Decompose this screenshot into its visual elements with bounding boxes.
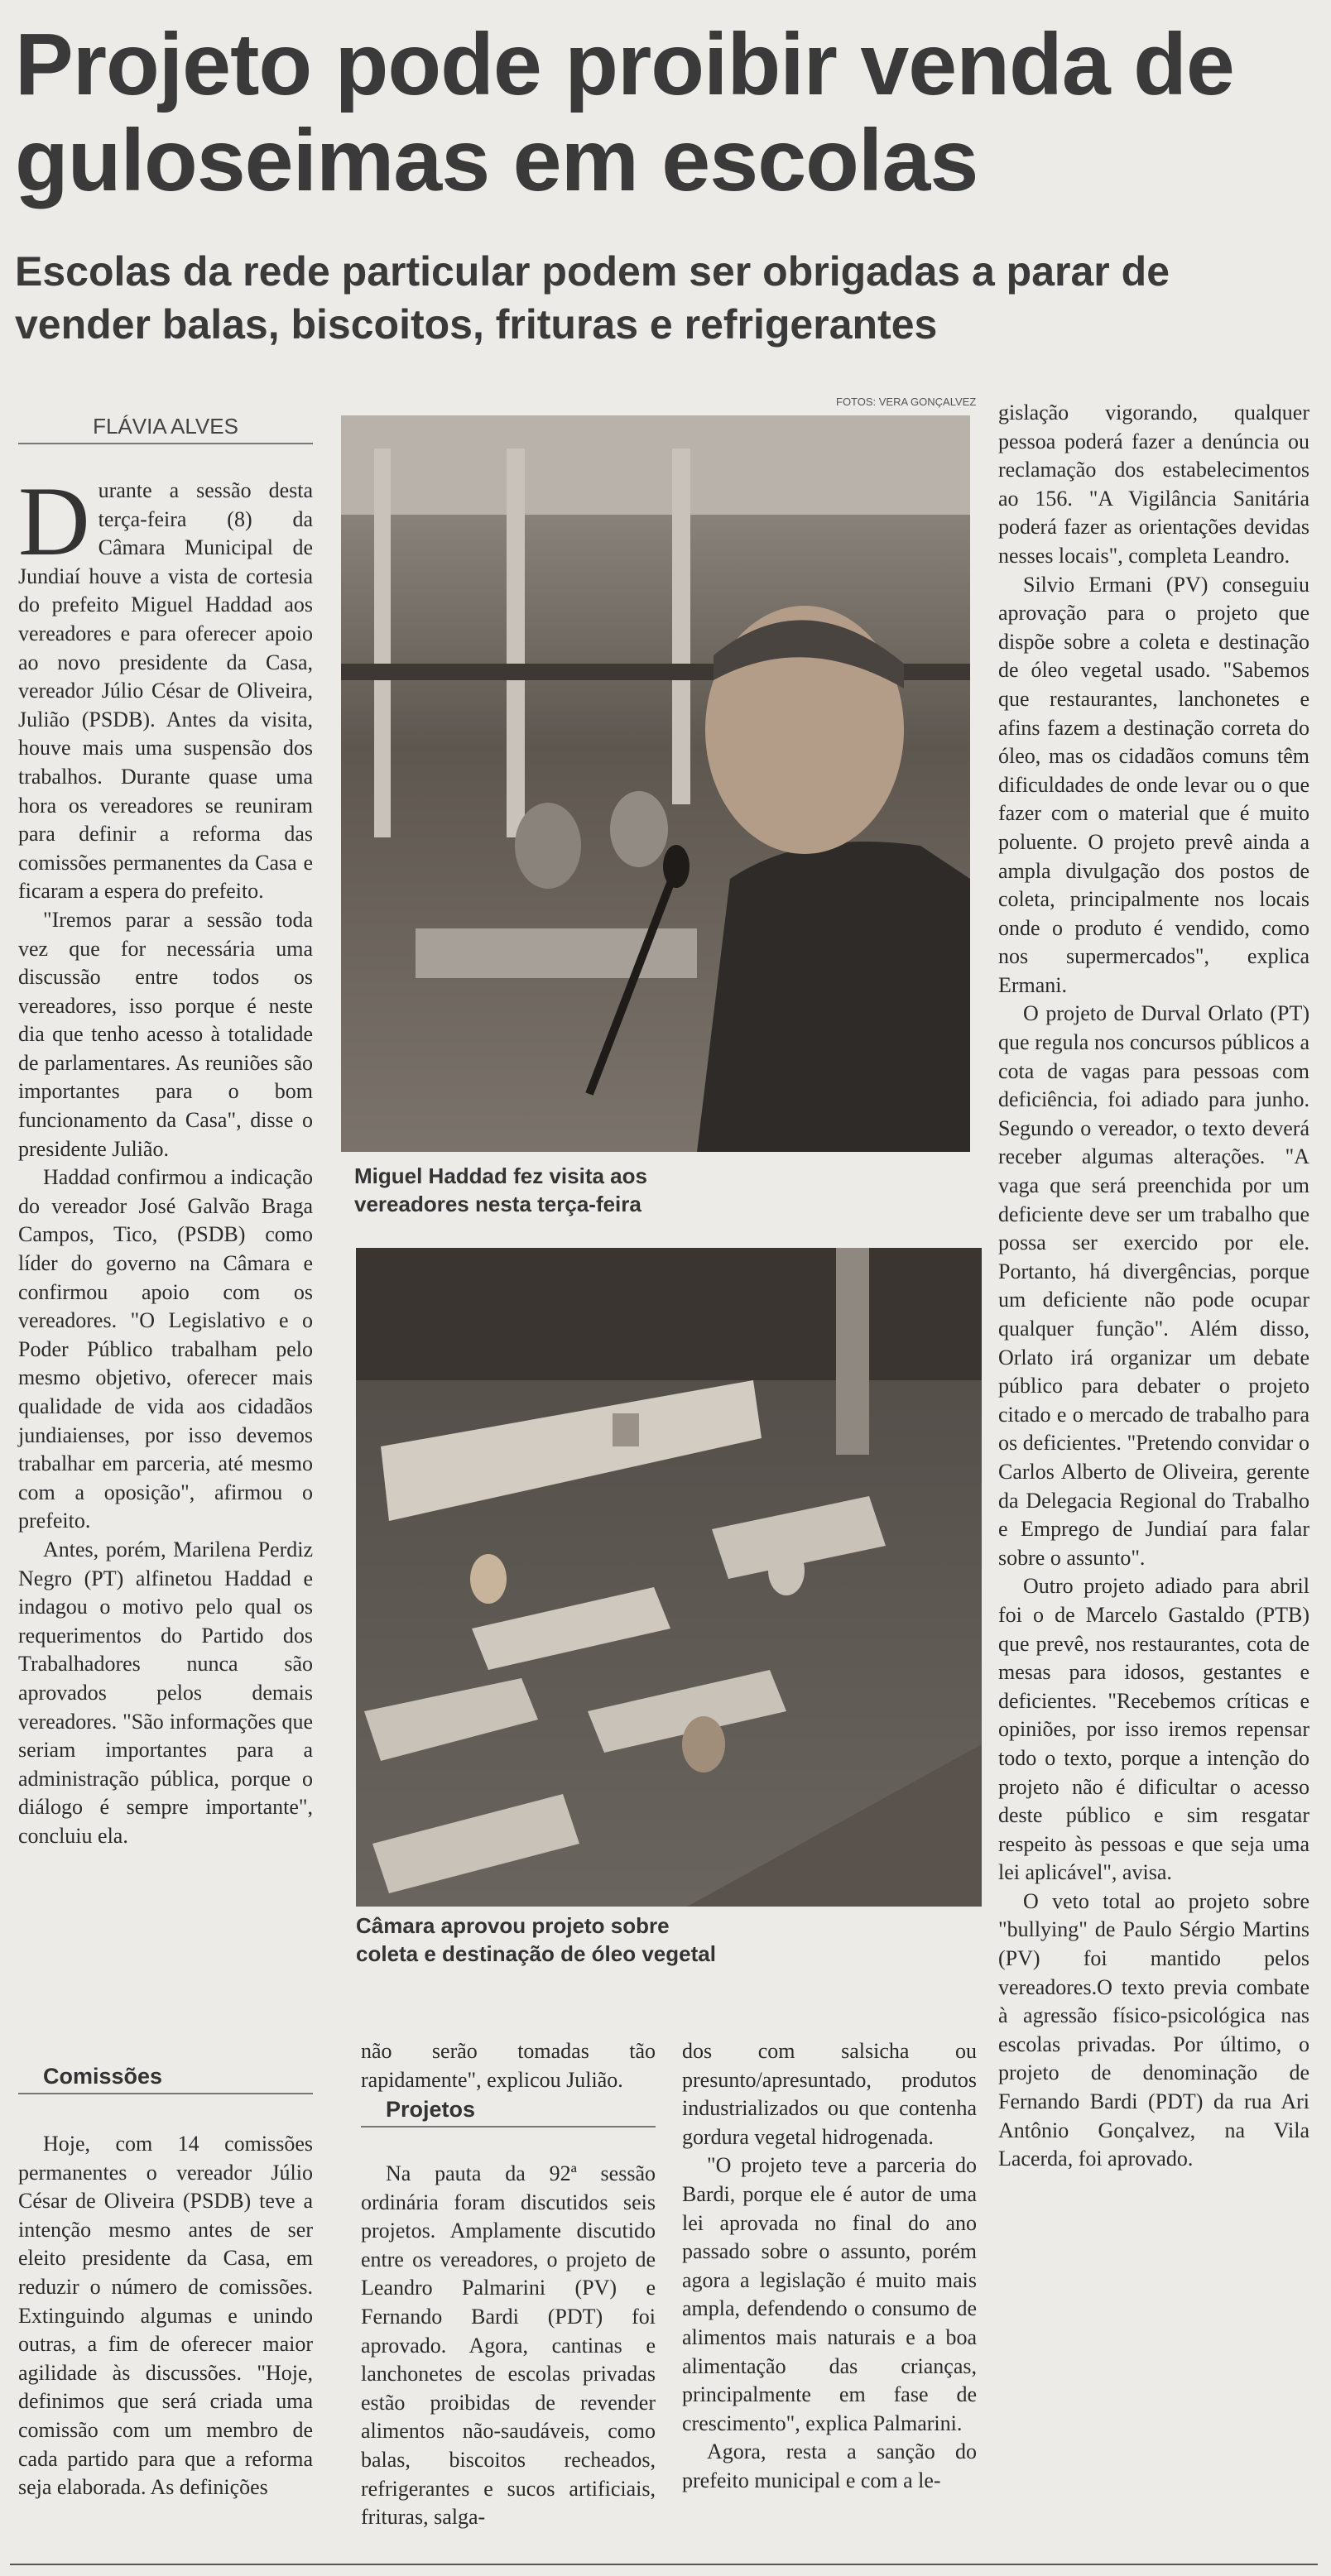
paragraph: Silvio Ermani (PV) conseguiu aprovação para o projeto que dispõe sobre a coleta e destinação de óleo vegetal usado. "Sabemos que restaurantes, lanchonetes e afins fazem a destinação correta do óleo, mas os cidadãos comuns têm dificuldades de onde levar ou o que fazer com o material que é muito poluente. O projeto prevê ainda a ampla divulgação dos postos de coleta, principalmente nos locais onde o produto é vendido, como nos supermercados", explica Ermani. (998, 572, 1309, 997)
paragraph: O projeto de Durval Orlato (PT) que regula nos concursos públicos a cota de vagas para pessoas com deficiência, foi adiado para junho. Segundo o vereador, o texto deverá receber algumas alterações. "A vaga que será preenchida por um deficiente deve ser um trabalho que possa ser exercido por ele. Portanto, há divergências, porque um deficiente não pode ocupar qualquer função". Além disso, Orlato irá organizar um debate público para debater o projeto citado e o mercado de trabalho para os deficientes. "Pretendo convidar o Carlos Alberto de Oliveira, gerente da Delegacia Regional do Trabalho e Emprego de Jundiaí para falar sobre o assunto". (998, 1001, 1309, 1570)
column-4 (998, 399, 1309, 2174)
column-1 (18, 466, 313, 1851)
photo-illustration (356, 1248, 982, 1907)
paragraph: Antes, porém, Marilena Perdiz Negro (PT) alfinetou Haddad e indagou o motivo pelo qual os requerimentos do Partido dos Trabalhadores nunca são aprovados pelos demais vereadores. "São informações que seriam importantes para a administração pública, porque o diálogo é sempre importante", concluiu ela. (18, 1537, 313, 1848)
paragraph: dos com salsicha ou presunto/apresuntado, produtos industrializados ou que contenha gordura vegetal hidrogenada. (682, 2039, 977, 2149)
column-1-continued (18, 2130, 313, 2502)
paragraph-text: urante a sessão desta terça-feira (8) da Câmara Municipal de Jundiaí houve a vista de cortesia do prefeito Miguel Haddad aos vereadores e para oferecer apoio ao novo presidente da Casa, vereador Júlio César de Oliveira, Julião (PSDB). Antes da visita, houve mais uma suspensão dos trabalhos. Durante quase uma hora os vereadores se reuniram para definir a reforma das comissões permanentes da Casa e ficaram a espera do prefeito. (18, 478, 313, 904)
paragraph: Hoje, com 14 comissões permanentes o vereador Júlio César de Oliveira (PSDB) teve a intenção mesmo antes de ser eleito presidente da Casa, em reduzir o número de comissões. Extinguindo algumas e unindo outras, a fim de oferecer maior agilidade às discussões. "Hoje, definimos que será criada uma comissão com um membro de cada partido para que a reforma seja elaborada. As definições (18, 2132, 313, 2500)
paragraph (18, 466, 313, 906)
paragraph: Na pauta da 92ª sessão ordinária foram discutidos seis projetos. Amplamente discutido entre os vereadores, o projeto de Leandro Palmarini (PV) e Fernando Bardi (PDT) foi aprovado. Agora, cantinas e lanchonetes de escolas privadas estão proibidas de revender alimentos não-saudáveis, como balas, biscoitos recheados, refrigerantes e sucos artificiais, frituras, salga- (361, 2161, 656, 2530)
subheadline: Escolas da rede particular podem ser obrigadas a parar de vender balas, biscoitos, frituras e refrigerantes (15, 248, 1170, 348)
paragraph: "O projeto teve a parceria do Bardi, porque ele é autor de uma lei aprovada no final do ano passado sobre o assunto, porém agora a legislação é muito mais ampla, defendendo o consumo de alimentos mais naturais e a boa alimentação das crianças, principalmente em fase de crescimento", explica Palmarini. (682, 2153, 977, 2435)
column-2-continued (361, 2160, 656, 2532)
paragraph: Haddad confirmou a indicação do vereador José Galvão Braga Campos, Tico, (PSDB) como líder do governo na Câmara e confirmou apoio com os vereadores. "O Legislativo e o Poder Público trabalham pelo mesmo objetivo, oferecer mais qualidade de vida aos cidadãos jundiaienses, por isso devemos trabalhar em parceria, até mesmo com a oposição", afirmou o prefeito. (18, 1165, 313, 1533)
headline: Projeto pode proibir venda de guloseimas em escolas (15, 16, 1234, 209)
paragraph: não serão tomadas tão rapidamente", explicou Julião. (361, 2039, 656, 2092)
section-heading-projetos: Projetos (361, 2097, 656, 2127)
column-2 (361, 2037, 656, 2094)
photo-council-chamber (356, 1248, 982, 1907)
paragraph: gislação vigorando, qualquer pessoa poderá fazer a denúncia ou reclamação dos estabelecimentos ao 156. "A Vigilância Sanitária poderá fazer as orientações devidas nesses locais", completa Leandro. (998, 401, 1309, 568)
drop-cap: D (18, 466, 90, 576)
paragraph: Agora, resta a sanção do prefeito municipal e com a le- (682, 2439, 977, 2492)
section-heading-comissoes: Comissões (18, 2064, 313, 2094)
bottom-rule (10, 2564, 1318, 2565)
byline: FLÁVIA ALVES (18, 414, 313, 444)
paragraph: O veto total ao projeto sobre "bullying" de Paulo Sérgio Martins (PV) foi mantido pelos vereadores.O texto previa combate à agressão físico-psicológica nas escolas privadas. Por último, o projeto de denominação de Fernando Bardi (PDT) da rua Ari Antônio Gonçalvez, na Vila Lacerda, foi aprovado. (998, 1888, 1309, 2171)
paragraph: Outro projeto adiado para abril foi o de Marcelo Gastaldo (PTB) que prevê, nos restaurantes, cota de mesas para idosos, gestantes e deficientes. "Recebemos críticas e opiniões, por isso iremos repensar todo o texto, porque a intenção do projeto não é dificultar o acesso deste público e sim resgatar respeito às pessoas e que seja uma lei aplicável", avisa. (998, 1574, 1309, 1885)
photo-caption-1: Miguel Haddad fez visita aos vereadores nesta terça-feira (354, 1163, 647, 1216)
photo-credit: FOTOS: VERA GONÇALVEZ (836, 396, 977, 408)
column-3 (682, 2037, 977, 2496)
photo-speaker-at-microphone (341, 415, 970, 1152)
photo-illustration (341, 415, 970, 1152)
photo-caption-2: Câmara aprovou projeto sobre coleta e destinação de óleo vegetal (356, 1913, 716, 1966)
paragraph: "Iremos parar a sessão toda vez que for necessária uma discussão entre todos os vereadores, isso porque é neste dia que tenho acesso à totalidade de parlamentares. As reuniões são importantes para o bom funcionamento da Casa", disse o presidente Julião. (18, 907, 313, 1161)
